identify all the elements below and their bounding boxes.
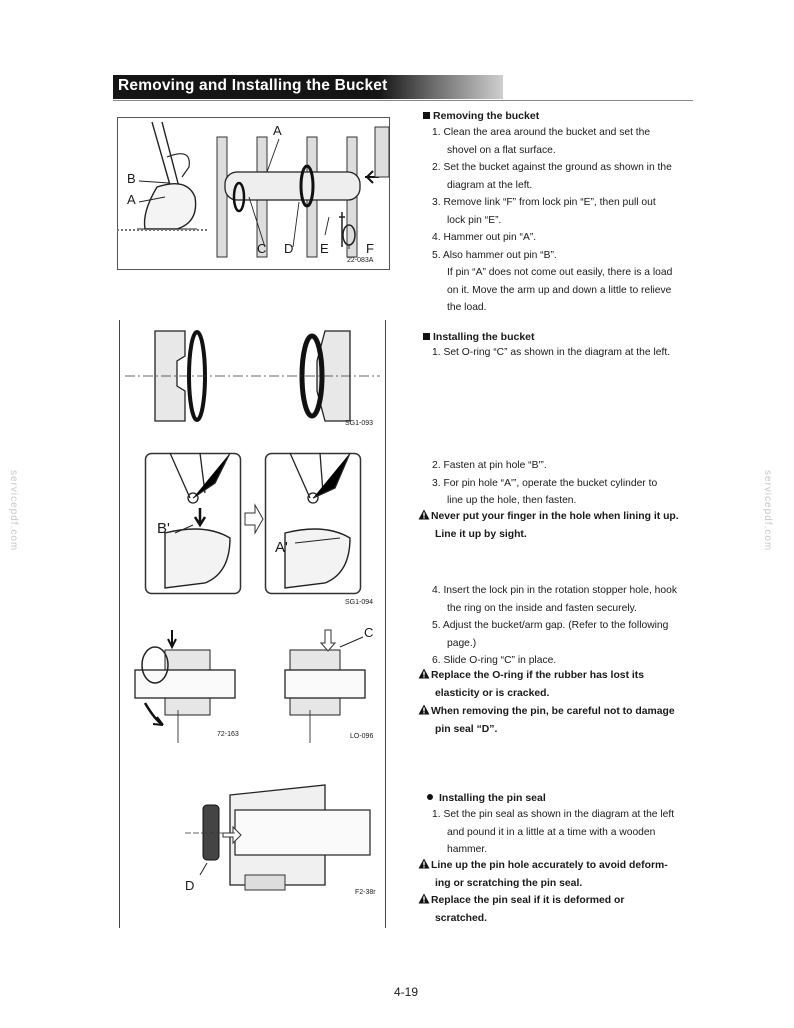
fig3-label-a-prime: A'	[275, 539, 288, 556]
removing-line: diagram at the left.	[447, 179, 533, 191]
fig5-label-d: D	[185, 878, 195, 893]
fig1-label-f: F	[366, 241, 374, 256]
fig1-label-d: D	[284, 241, 294, 256]
removing-line: lock pin “E”.	[447, 214, 502, 226]
warning-oring	[418, 667, 644, 702]
fig1-label-a: A	[127, 192, 136, 207]
installing-line: 2. Fasten at pin hole “B'”.	[432, 460, 547, 471]
warning-text: pin seal “D”.	[435, 723, 498, 735]
figure-frame-left	[119, 320, 120, 928]
fig4-label-c: C	[364, 625, 374, 640]
warning-icon	[418, 704, 430, 715]
title-rule	[113, 100, 693, 101]
fig4-code-left: 72-163	[217, 731, 239, 738]
installing-steps-2-3	[432, 457, 657, 510]
heading-pin-seal	[427, 792, 546, 804]
heading-removing-bucket	[423, 110, 539, 122]
warning-replace-seal	[418, 892, 624, 927]
warning-finger	[418, 508, 679, 543]
fig3-code: SG1-094	[345, 599, 374, 606]
figure-removing-bucket	[117, 117, 390, 270]
watermark-left: servicepdf.com	[8, 470, 19, 552]
fig1-label-c: C	[257, 241, 267, 256]
pin-seal-steps	[432, 806, 674, 859]
installing-step-1: 1. Set O-ring “C” as shown in the diagram at the left.	[432, 347, 671, 358]
heading-removing-text: Removing the bucket	[433, 110, 540, 122]
pin-seal-line: hammer.	[447, 844, 488, 855]
warning-text: Replace the pin seal if it is deformed or	[431, 895, 625, 906]
installing-line: page.)	[447, 637, 477, 649]
installing-line: 4. Insert the lock pin in the rotation stopper hole, hook	[432, 585, 677, 596]
pin-seal-line: and pound it in a little at a time with a wooden	[447, 826, 656, 838]
installing-steps-4-6	[432, 582, 677, 670]
installing-line: line up the hole, then fasten.	[447, 495, 577, 506]
warning-text: Replace the O-ring if the rubber has lost its	[431, 670, 645, 681]
warning-line-up	[418, 857, 668, 892]
warning-text: elasticity or is cracked.	[435, 687, 550, 699]
installing-line: 3. For pin hole “A'”, operate the bucket cylinder to	[432, 477, 658, 489]
page-title: Removing and Installing the Bucket	[118, 77, 388, 94]
fig1-label-e: E	[320, 241, 329, 256]
figure-lock-pin	[135, 625, 380, 745]
warning-icon	[418, 668, 430, 679]
bullet-icon	[427, 794, 433, 800]
warning-text: When removing the pin, be careful not to damage	[431, 706, 675, 717]
fig1-label-a-top: A	[273, 123, 282, 138]
figure-frame-right	[385, 320, 386, 928]
fig5-code: F2-38r	[355, 889, 376, 896]
removing-steps	[432, 124, 672, 317]
warning-icon	[418, 893, 430, 904]
removing-line: 3. Remove link “F” from lock pin “E”, then pull out	[432, 197, 656, 208]
removing-line: 1. Clean the area around the bucket and set the	[432, 127, 651, 138]
warning-icon	[418, 509, 430, 520]
fig4-code-right: LO-096	[350, 733, 374, 740]
heading-installing-bucket	[423, 331, 535, 343]
warning-pin-seal-damage	[418, 703, 675, 738]
pin-seal-line: 1. Set the pin seal as shown in the diagram at the left	[432, 809, 675, 820]
removing-line: If pin “A” does not come out easily, there is a load	[447, 267, 673, 278]
warning-text: Line it up by sight.	[435, 528, 527, 540]
figure-pin-holes	[145, 453, 380, 608]
removing-line: the load.	[447, 302, 487, 313]
warning-text: Line up the pin hole accurately to avoid deform-	[431, 860, 668, 871]
figure-pin-seal	[185, 775, 380, 900]
installing-line: 5. Adjust the bucket/arm gap. (Refer to the following	[432, 620, 669, 631]
heading-installing-text: Installing the bucket	[433, 331, 535, 343]
removing-line: shovel on a flat surface.	[447, 144, 556, 156]
watermark-right: servicepdf.com	[762, 470, 773, 552]
warning-text: ing or scratching the pin seal.	[435, 877, 583, 889]
figure-oring	[125, 326, 380, 430]
removing-line: on it. Move the arm up and down a little to relieve	[447, 284, 672, 296]
removing-line: 2. Set the bucket against the ground as shown in the	[432, 162, 672, 173]
installing-line: 6. Slide O-ring “C” in place.	[432, 655, 557, 666]
warning-icon	[418, 858, 430, 869]
removing-line: 5. Also hammer out pin “B”.	[432, 249, 557, 261]
fig1-code: 22-083A	[347, 257, 374, 264]
fig2-code: SG1-093	[345, 420, 374, 427]
fig1-label-b: B	[127, 171, 136, 186]
installing-line: the ring on the inside and fasten securely.	[447, 602, 637, 614]
warning-text: Never put your finger in the hole when lining it up.	[431, 511, 679, 522]
page-number: 4-19	[394, 985, 419, 999]
warning-text: scratched.	[435, 912, 487, 924]
removing-line: 4. Hammer out pin “A”.	[432, 232, 537, 243]
fig3-label-b-prime: B'	[157, 520, 170, 537]
heading-pin-seal-text: Installing the pin seal	[439, 792, 546, 804]
